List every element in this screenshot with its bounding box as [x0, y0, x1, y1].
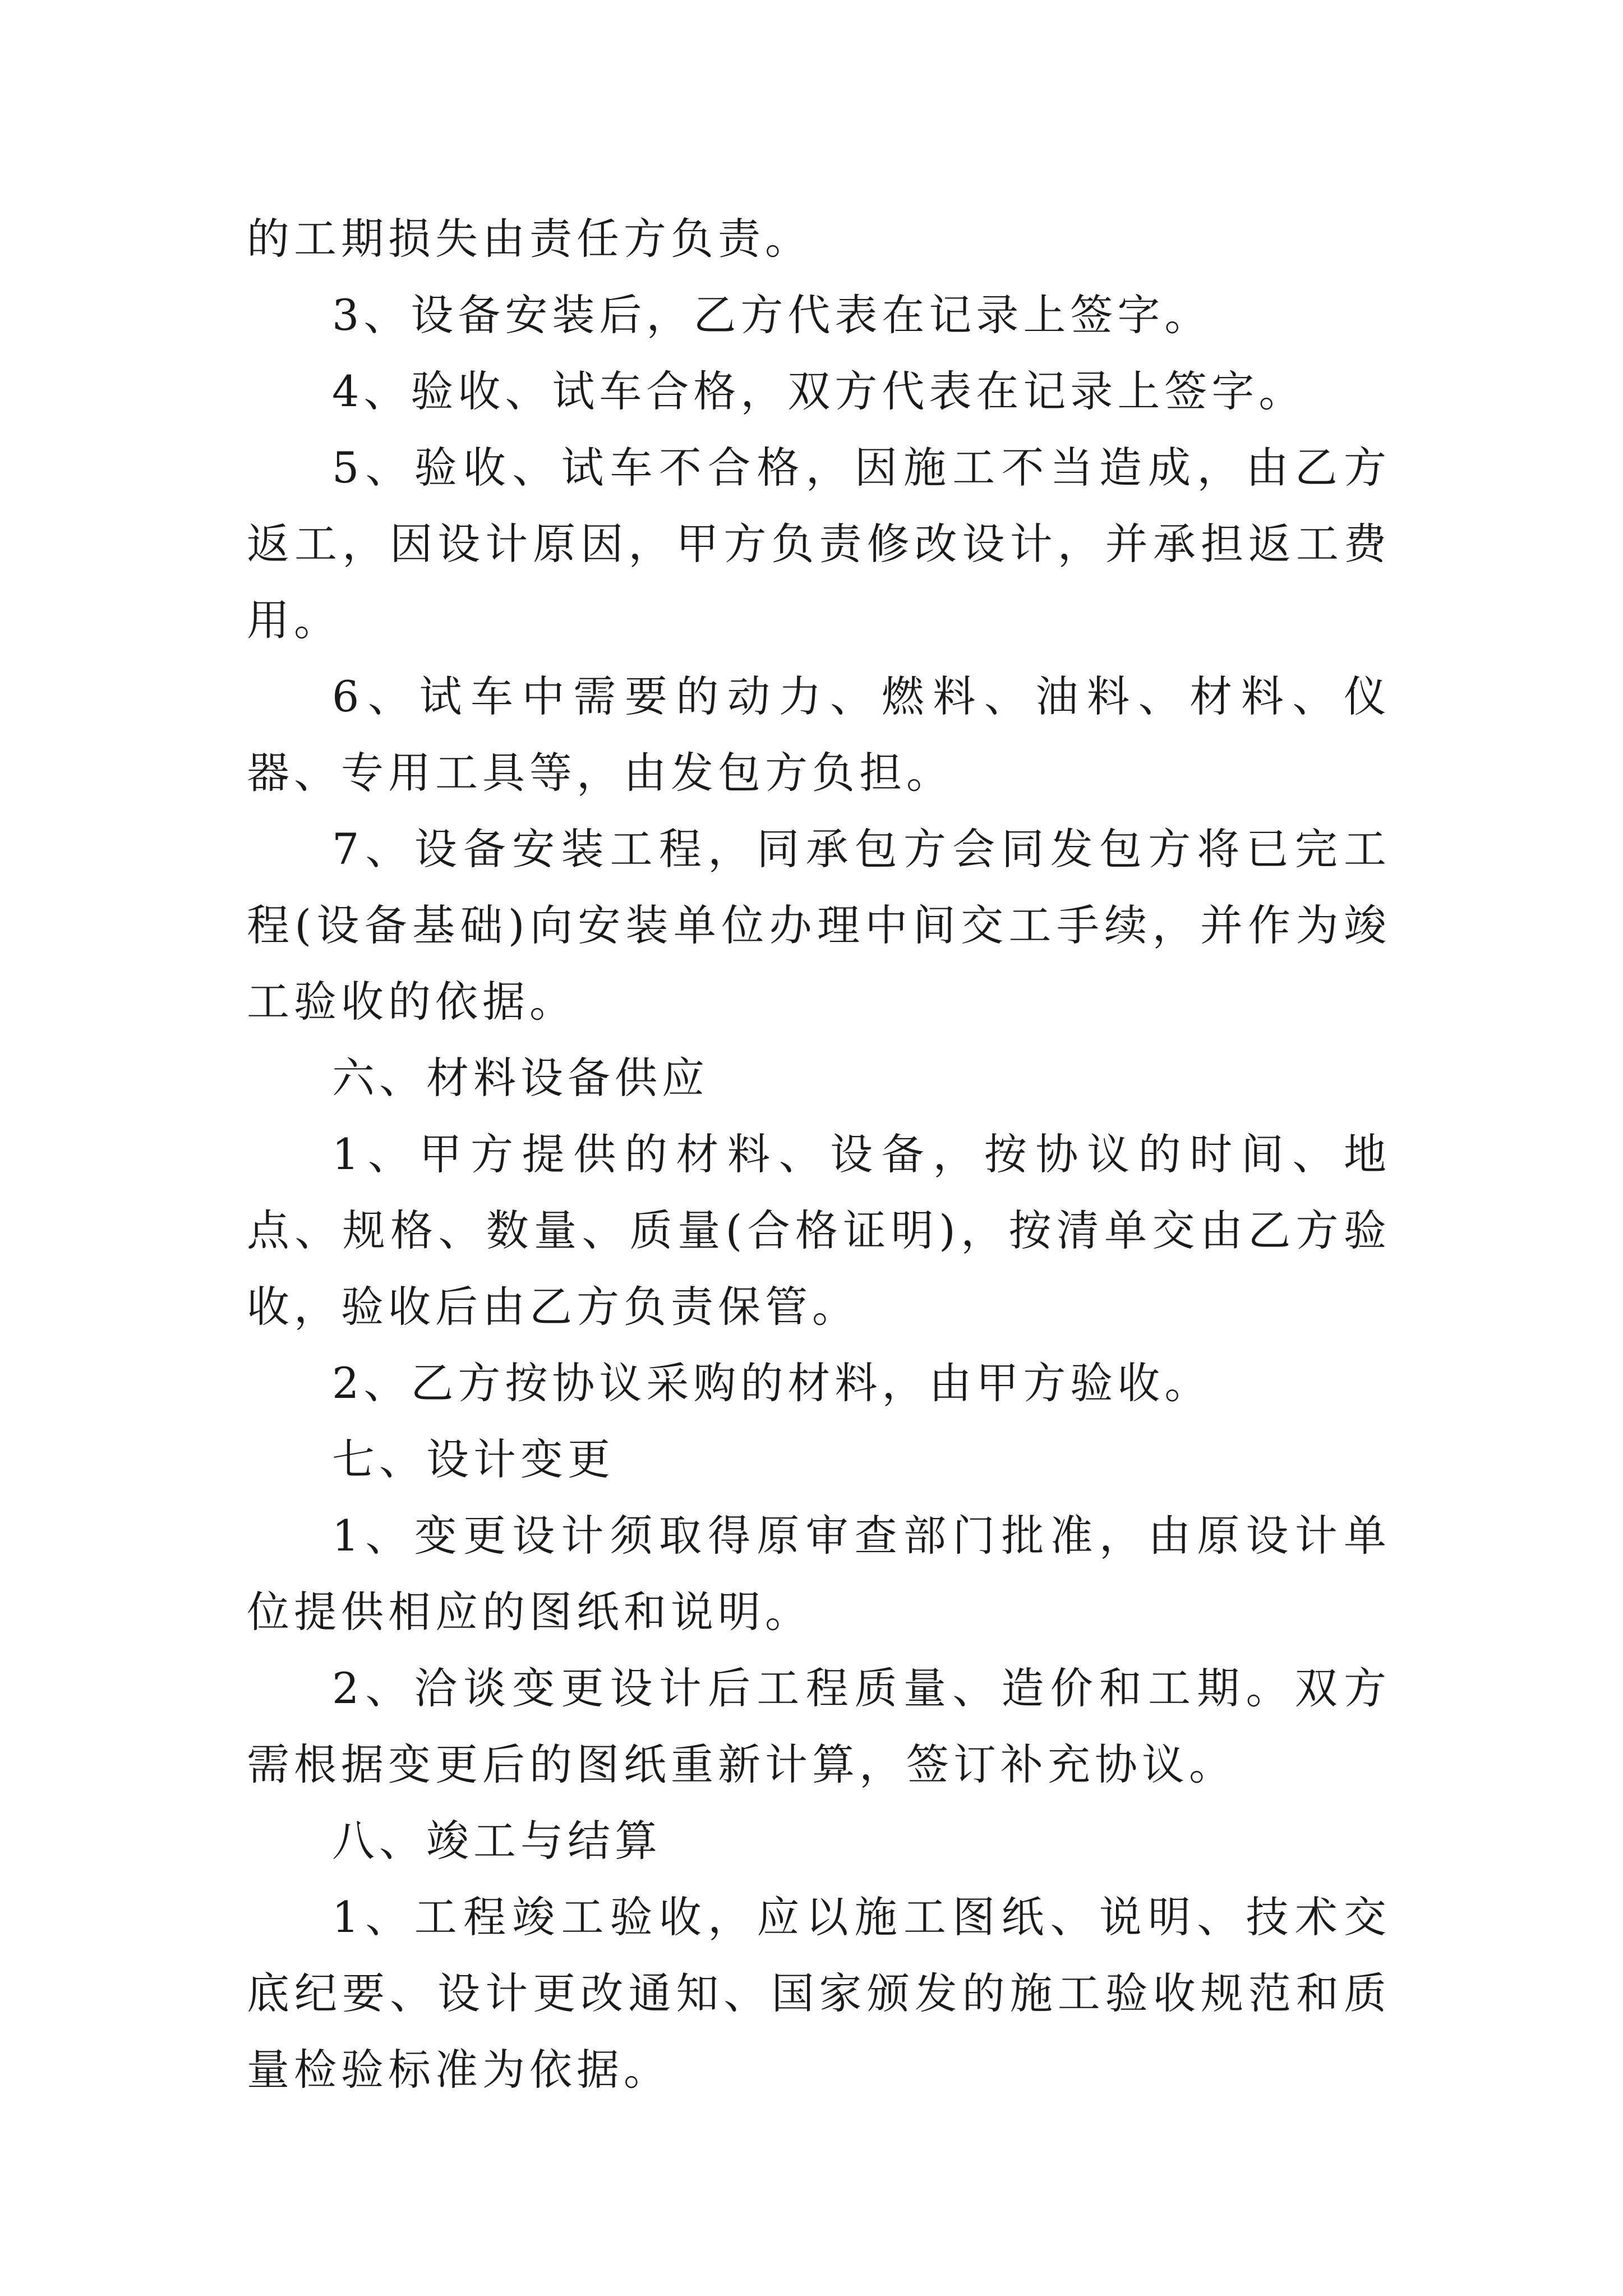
section-heading-8: 八、竣工与结算 — [332, 1816, 662, 1866]
section-heading-6: 六、材料设备供应 — [332, 1053, 709, 1103]
paragraph-item-4: 4、验收、试车合格，双方代表在记录上签字。 — [332, 366, 1306, 416]
paragraph-continuation: 的工期损失由责任方负责。 — [247, 214, 812, 264]
section-heading-7: 七、设计变更 — [332, 1434, 615, 1484]
document-body — [247, 201, 1391, 2108]
paragraph-section6-item-2: 2、乙方按协议采购的材料，由甲方验收。 — [332, 1358, 1212, 1408]
paragraph-section7-item-2: 2、洽谈变更设计后工程质量、造价和工期。双方需根据变更后的图纸重新计算，签订补充协议。 — [247, 1663, 1391, 1789]
paragraph-item-6: 6、试车中需要的动力、燃料、油料、材料、仪器、专用工具等，由发包方负担。 — [247, 671, 1391, 798]
paragraph-section6-item-1: 1、甲方提供的材料、设备，按协议的时间、地点、规格、数量、质量(合格证明)，按清单交由乙方验收，验收后由乙方负责保管。 — [247, 1129, 1391, 1332]
paragraph-section8-item-1: 1、工程竣工验收，应以施工图纸、说明、技术交底纪要、设计更改通知、国家颁发的施工验收规范和质量检验标准为依据。 — [247, 1892, 1391, 2095]
paragraph-section7-item-1: 1、变更设计须取得原审查部门批准，由原设计单位提供相应的图纸和说明。 — [247, 1511, 1391, 1637]
paragraph-item-3: 3、设备安装后，乙方代表在记录上签字。 — [332, 290, 1212, 340]
paragraph-item-7: 7、设备安装工程，同承包方会同发包方将已完工程(设备基础)向安装单位办理中间交工手续，并作为竣工验收的依据。 — [247, 824, 1391, 1027]
paragraph-item-5: 5、验收、试车不合格，因施工不当造成，由乙方返工，因设计原因，甲方负责修改设计，并承担返工费用。 — [247, 443, 1391, 645]
